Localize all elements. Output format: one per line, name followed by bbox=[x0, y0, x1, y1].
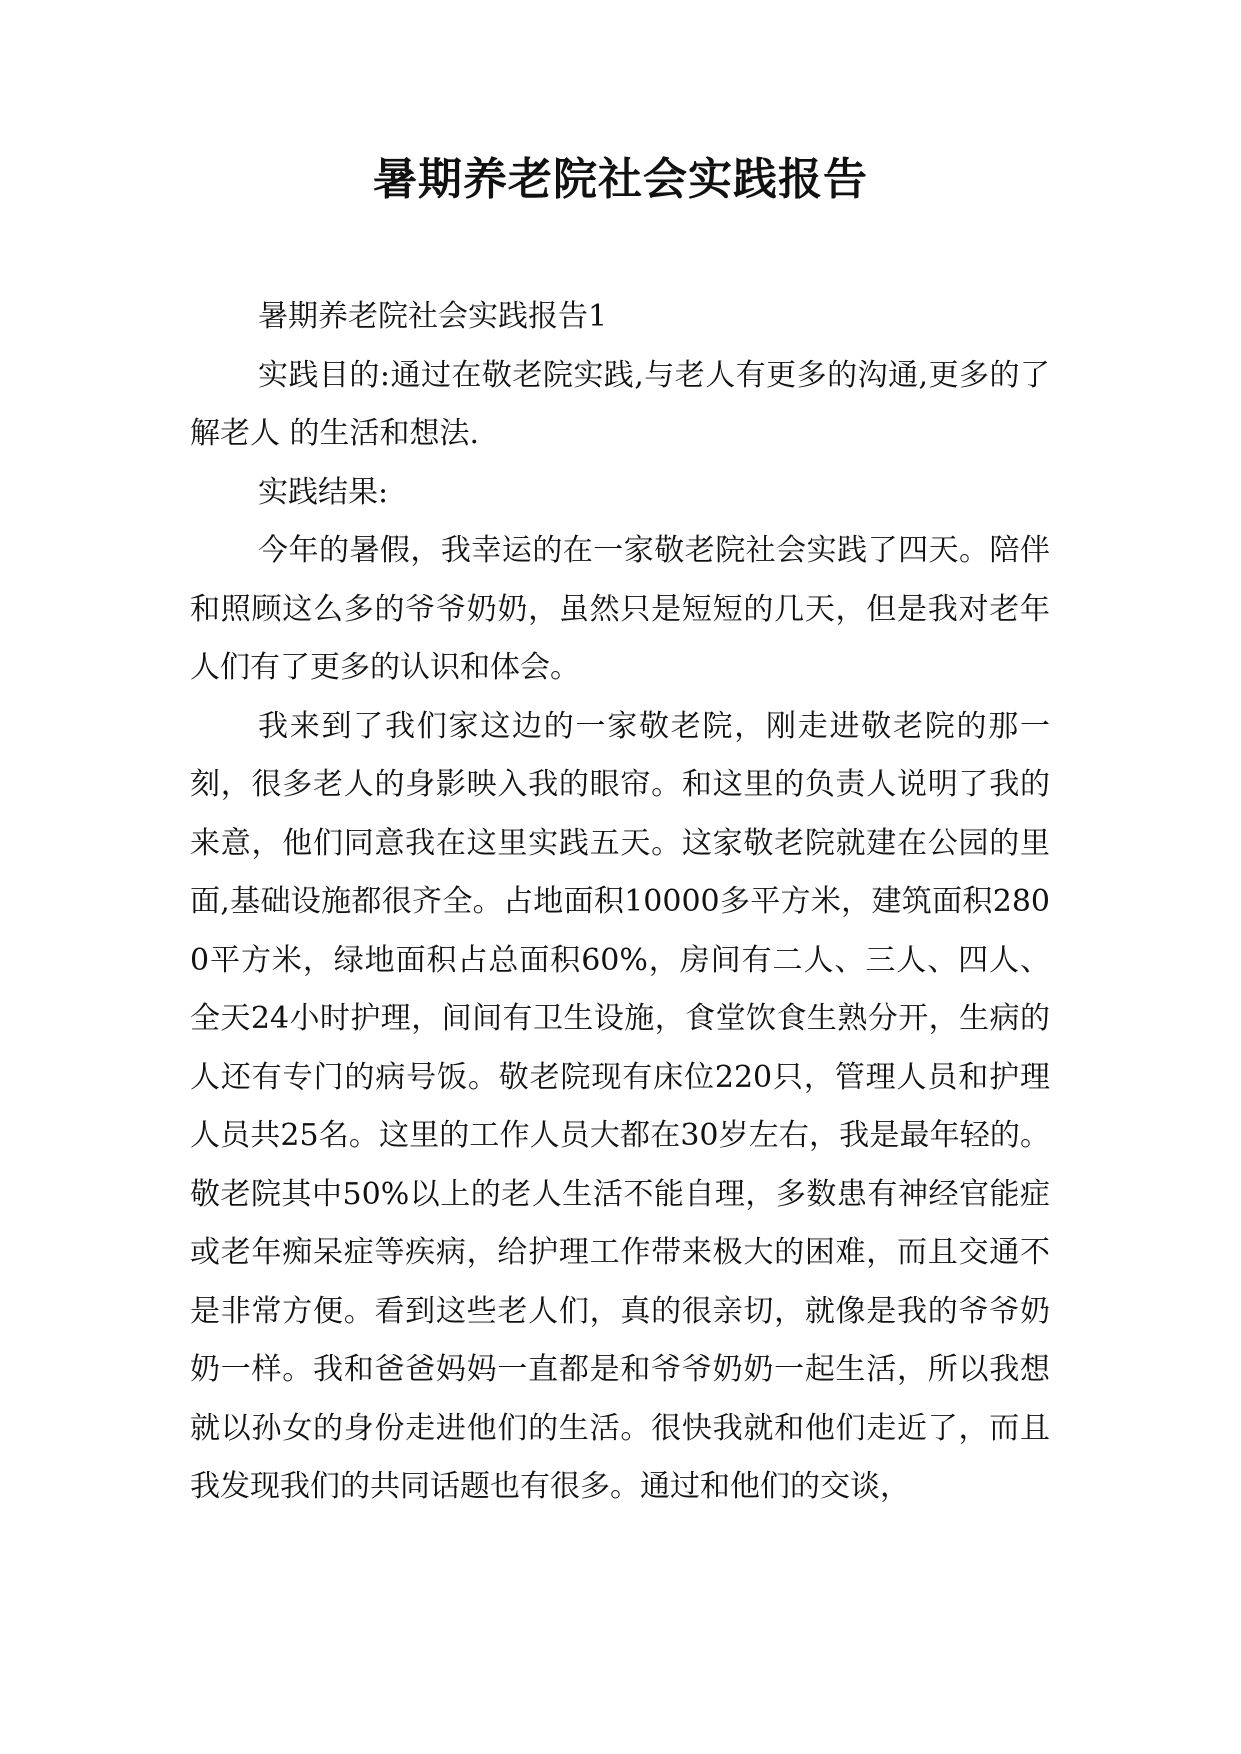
document-body bbox=[190, 288, 1050, 1517]
paragraph-intro: 今年的暑假，我幸运的在一家敬老院社会实践了四天。陪伴和照顾这么多的爷爷奶奶，虽然只是短短的几天，但是我对老年人们有了更多的认识和体会。 bbox=[190, 533, 1050, 685]
paragraph-purpose: 实践目的:通过在敬老院实践,与老人有更多的沟通,更多的了解老人 的生活和想法. bbox=[190, 357, 1050, 451]
paragraph-main: 我来到了我们家这边的一家敬老院，刚走进敬老院的那一刻，很多老人的身影映入我的眼帘。和这里的负责人说明了我的来意，他们同意我在这里实践五天。这家敬老院就建在公园的里面,基础设施都很齐全。占地面积10000多平方米，建筑面积2800平方米，绿地面积占总面积60%，房间有二人、三人、四人、全天24小时护理，间间有卫生设施，食堂饮食生熟分开，生病的人还有专门的病号饭。敬老院现有床位220只，管理人员和护理人员共25名。这里的工作人员大都在30岁左右，我是最年轻的。敬老院其中50%以上的老人生活不能自理，多数患有神经官能症或老年痴呆症等疾病，给护理工作带来极大的困难，而且交通不是非常方便。看到这些老人们，真的很亲切，就像是我的爷爷奶奶一样。我和爸爸妈妈一直都是和爷爷奶奶一起生活，所以我想就以孙女的身份走进他们的生活。很快我就和他们走近了，而且我发现我们的共同话题也有很多。通过和他们的交谈， bbox=[190, 708, 1050, 1504]
paragraph-result-heading: 实践结果: bbox=[258, 474, 389, 510]
paragraph-subtitle: 暑期养老院社会实践报告1 bbox=[258, 299, 608, 334]
document-title: 暑期养老院社会实践报告 bbox=[373, 154, 868, 205]
